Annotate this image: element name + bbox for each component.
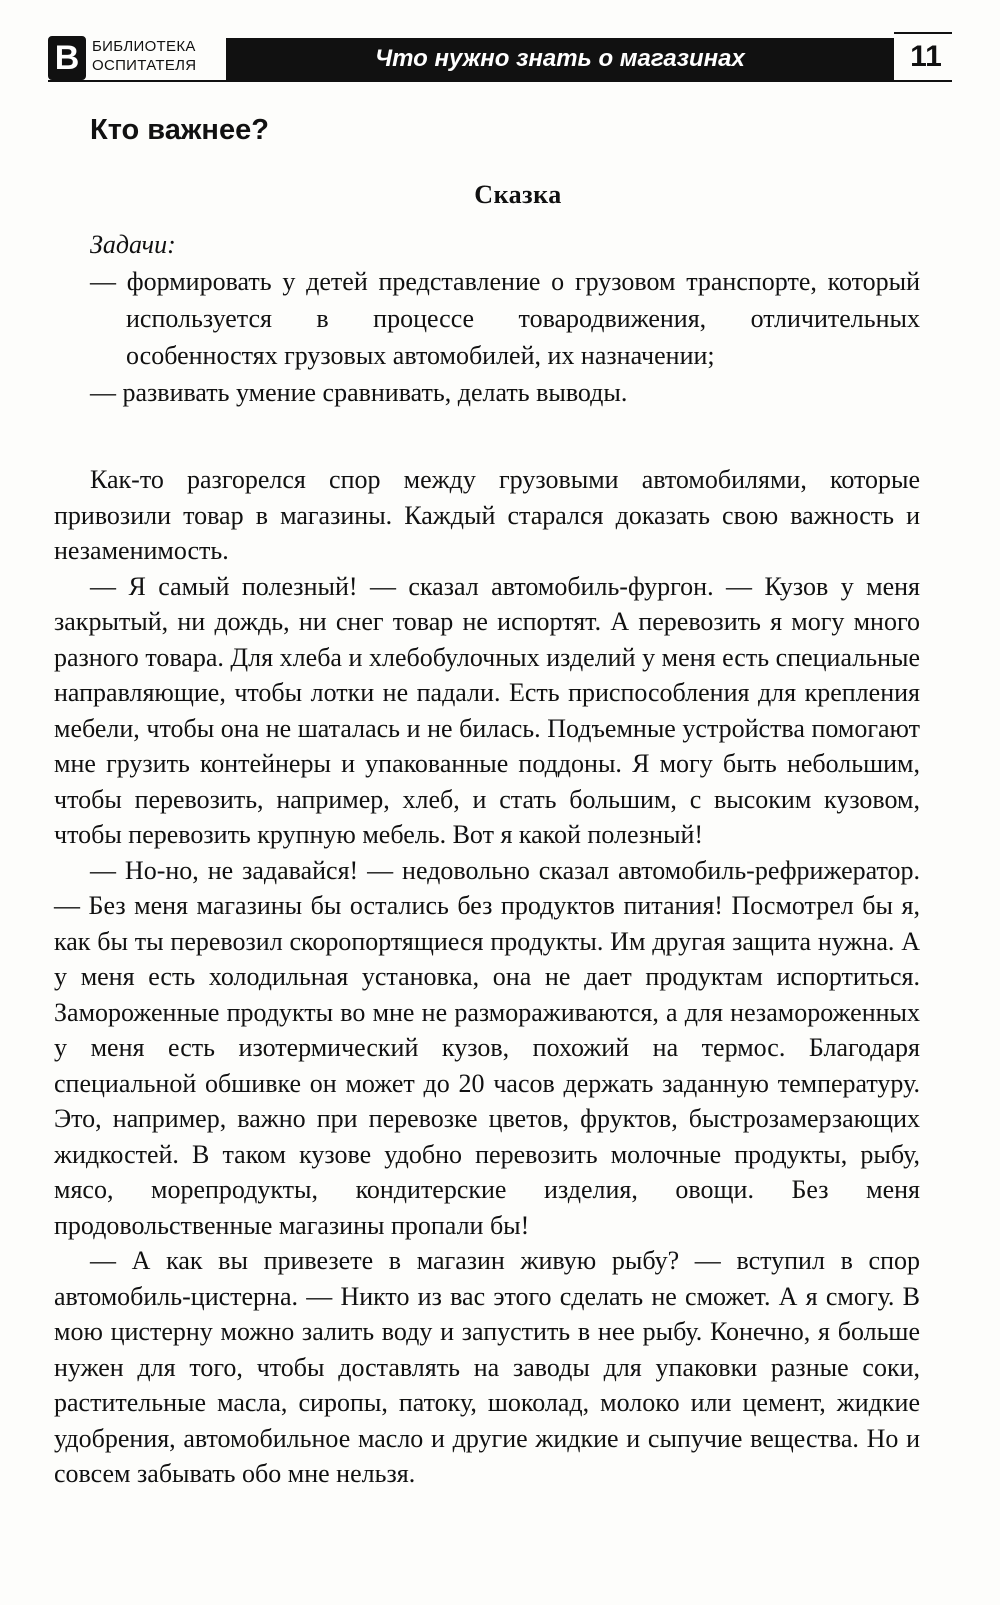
tasks-block (90, 226, 920, 411)
story-text (54, 462, 920, 1492)
story-paragraph: — Я самый полезный! — сказал автомобиль-фургон. — Кузов у меня закрытый, ни дождь, ни снег товар не испортят. А перевозить я могу много разного товара. Для хлеба и хлебобулочных изделий у меня есть специальные направляющие, чтобы лотки не падали. Есть приспособления для крепления мебели, чтобы она не шаталась и не билась. Подъемные устройства помогают мне грузить контейнеры и упакованные поддоны. Я могу быть небольшим, чтобы перевозить, например, хлеб, и стать большим, с высоким кузовом, чтобы перевозить крупную мебель. Вот я какой полезный! (54, 571, 920, 849)
running-header (48, 32, 948, 82)
series-logo-badge: В (48, 36, 86, 80)
series-logo-text (92, 37, 196, 75)
tasks-label: Задачи: (90, 230, 176, 259)
series-logo-line2: ОСПИТАТЕЛЯ (92, 57, 197, 74)
story-paragraph: Как-то разгорелся спор между грузовыми автомобилями, которые привозили товар в магазины. Каждый старался доказать свою важность и незаменимость. (54, 465, 920, 565)
article-genre: Сказка (474, 180, 562, 209)
article-title: Кто важнее? (90, 114, 269, 146)
story-paragraph: — Но-но, не задавайся! — недовольно сказал автомобиль-рефрижератор. — Без меня магазины бы остались без продуктов питания! Посмотрел бы я, как бы ты перевозил скоропортящиеся продукты. Им другая защита нужна. А у меня есть холодильная установка, она не дает продуктам испортиться. Замороженные продукты во мне не размораживаются, а для незамороженных у меня есть изотермический кузов, похожий на термос. Благодаря специальной обшивке он может до 20 часов держать заданную температуру. Это, например, важно при перевозке цветов, фруктов, быстрозамерзающих жидкостей. В таком кузове удобно перевозить молочные продукты, рыбу, мясо, морепродукты, кондитерские изделия, овощи. Без меня продовольственные магазины пропали бы! (54, 855, 920, 1240)
series-logo-line1: БИБЛИОТЕКА (92, 38, 196, 55)
chapter-title-bar: Что нужно знать о магазинах (226, 38, 894, 80)
tasks-list (90, 263, 920, 411)
story-paragraph: — А как вы привезете в магазин живую рыбу? — вступил в спор автомобиль-цистерна. — Никто из вас этого сделать не сможет. А я смогу. В мою цистерну можно залить воду и запустить в нее рыбу. Конечно, я больше нужен для того, чтобы доставлять на заводы для упаковки разные соки, растительные масла, сиропы, патоку, шоколад, молоко или цемент, жидкие удобрения, автомобильное масло и другие жидкие и сыпучие вещества. Но и совсем забывать обо мне нельзя. (54, 1246, 920, 1488)
task-item: — формировать у детей представление о грузовом транспорте, который используется в процессе товародвижения, отличительных особенностях грузовых автомобилей, их назначении; (90, 267, 920, 370)
page-number: 11 (910, 40, 942, 73)
header-divider (48, 80, 952, 82)
task-item: — развивать умение сравнивать, делать выводы. (90, 378, 628, 407)
